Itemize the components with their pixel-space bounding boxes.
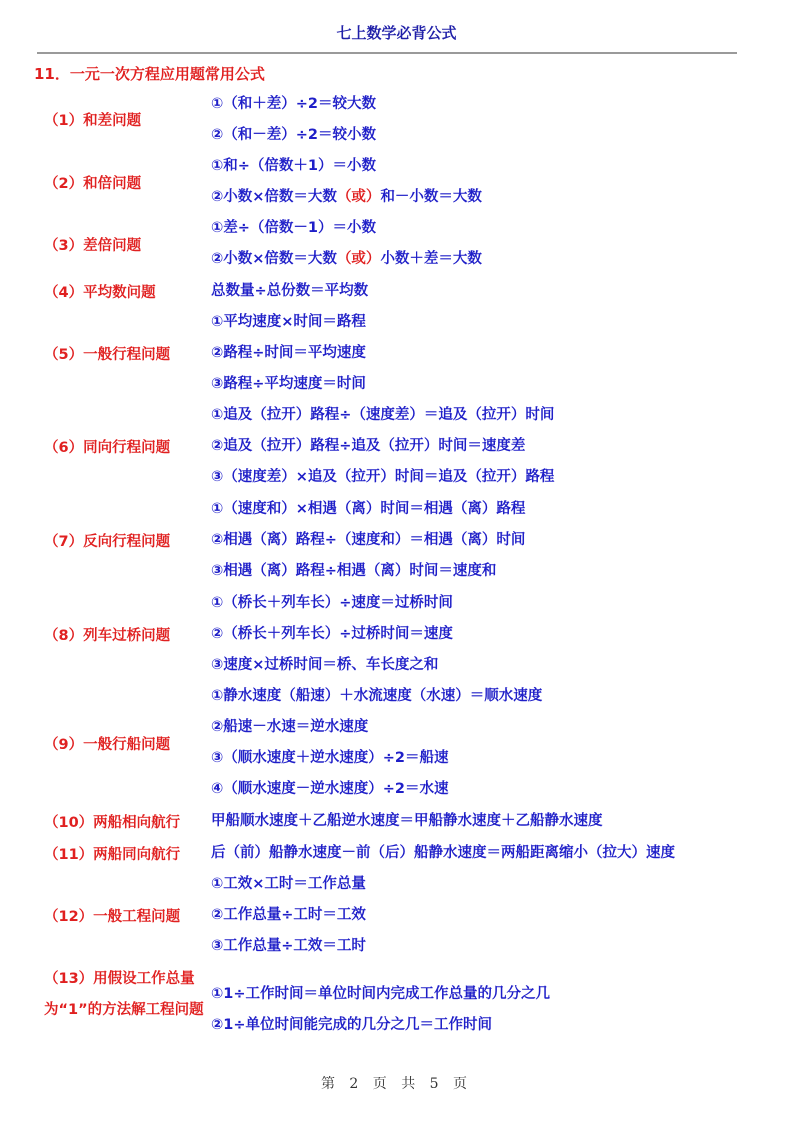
formula-part: ②小数×倍数＝大数 xyxy=(211,251,337,267)
page-footer: 第 2 页 共 5 页 xyxy=(320,1076,473,1092)
header-divider xyxy=(37,52,737,54)
group-label: （3）差倍问题 xyxy=(44,238,142,254)
formula: ②（桥长＋列车长）÷过桥时间＝速度 xyxy=(211,626,453,642)
formula: ①追及（拉开）路程÷（速度差）＝追及（拉开）时间 xyxy=(211,407,555,423)
formula: ①静水速度（船速）＋水流速度（水速）＝顺水速度 xyxy=(211,688,543,704)
formula xyxy=(211,187,482,207)
formula-part: 小数＋差＝大数 xyxy=(380,251,482,267)
formula: ②船速－水速＝逆水速度 xyxy=(211,719,369,735)
formula: ②相遇（离）路程÷（速度和）＝相遇（离）时间 xyxy=(211,532,526,548)
group-label: （13）用假设工作总量为“1”的方法解工程问题 xyxy=(44,971,204,1018)
group-label: （2）和倍问题 xyxy=(44,176,142,192)
formula: ①平均速度×时间＝路程 xyxy=(211,314,366,330)
formula xyxy=(211,249,482,269)
formula: 甲船顺水速度＋乙船逆水速度＝甲船静水速度＋乙船静水速度 xyxy=(211,813,603,829)
group-label: （5）一般行程问题 xyxy=(44,347,171,363)
formula: ②1÷单位时间能完成的几分之几＝工作时间 xyxy=(211,1017,493,1033)
formula: 后（前）船静水速度－前（后）船静水速度＝两船距离缩小（拉大）速度 xyxy=(211,845,675,861)
formula: ①（桥长＋列车长）÷速度＝过桥时间 xyxy=(211,595,453,611)
formula: 总数量÷总份数＝平均数 xyxy=(211,283,369,299)
group-label: （10）两船相向航行 xyxy=(44,815,181,831)
formula: ④（顺水速度－逆水速度）÷2＝水速 xyxy=(211,781,449,797)
group-label: （7）反向行程问题 xyxy=(44,534,171,550)
group-label: （8）列车过桥问题 xyxy=(44,628,171,644)
or-marker: （或） xyxy=(336,189,381,205)
group-label: （1）和差问题 xyxy=(44,113,142,129)
formula: ①（速度和）×相遇（离）时间＝相遇（离）路程 xyxy=(211,501,526,517)
group-label: （12）一般工程问题 xyxy=(44,909,181,925)
group-label: （9）一般行船问题 xyxy=(44,737,171,753)
section-heading: 11．一元一次方程应用题常用公式 xyxy=(34,65,265,83)
page-header-title: 七上数学必背公式 xyxy=(336,24,457,42)
formula: ③相遇（离）路程÷相遇（离）时间＝速度和 xyxy=(211,563,497,579)
formula-part: 和－小数＝大数 xyxy=(380,189,482,205)
formula: ①工效×工时＝工作总量 xyxy=(211,876,366,892)
formula: ①差÷（倍数－1）＝小数 xyxy=(211,220,377,236)
group-label: （4）平均数问题 xyxy=(44,285,156,301)
formula: ③路程÷平均速度＝时间 xyxy=(211,376,366,392)
formula: ③（顺水速度＋逆水速度）÷2＝船速 xyxy=(211,750,449,766)
formula-part: ②小数×倍数＝大数 xyxy=(211,189,337,205)
formula: ②追及（拉开）路程÷追及（拉开）时间＝速度差 xyxy=(211,438,526,454)
formula: ②工作总量÷工时＝工效 xyxy=(211,907,366,923)
formula: ①和÷（倍数＋1）＝小数 xyxy=(211,158,377,174)
formula: ①（和＋差）÷2＝较大数 xyxy=(211,96,377,112)
or-marker: （或） xyxy=(336,251,381,267)
formula: ①1÷工作时间＝单位时间内完成工作总量的几分之几 xyxy=(211,986,551,1002)
formula: ③工作总量÷工效＝工时 xyxy=(211,938,366,954)
formula: ③速度×过桥时间＝桥、车长度之和 xyxy=(211,657,439,673)
formula: ②路程÷时间＝平均速度 xyxy=(211,345,366,361)
formula: ③（速度差）×追及（拉开）时间＝追及（拉开）路程 xyxy=(211,469,555,485)
group-label: （11）两船同向航行 xyxy=(44,847,181,863)
formula: ②（和－差）÷2＝较小数 xyxy=(211,127,377,143)
group-label: （6）同向行程问题 xyxy=(44,440,171,456)
